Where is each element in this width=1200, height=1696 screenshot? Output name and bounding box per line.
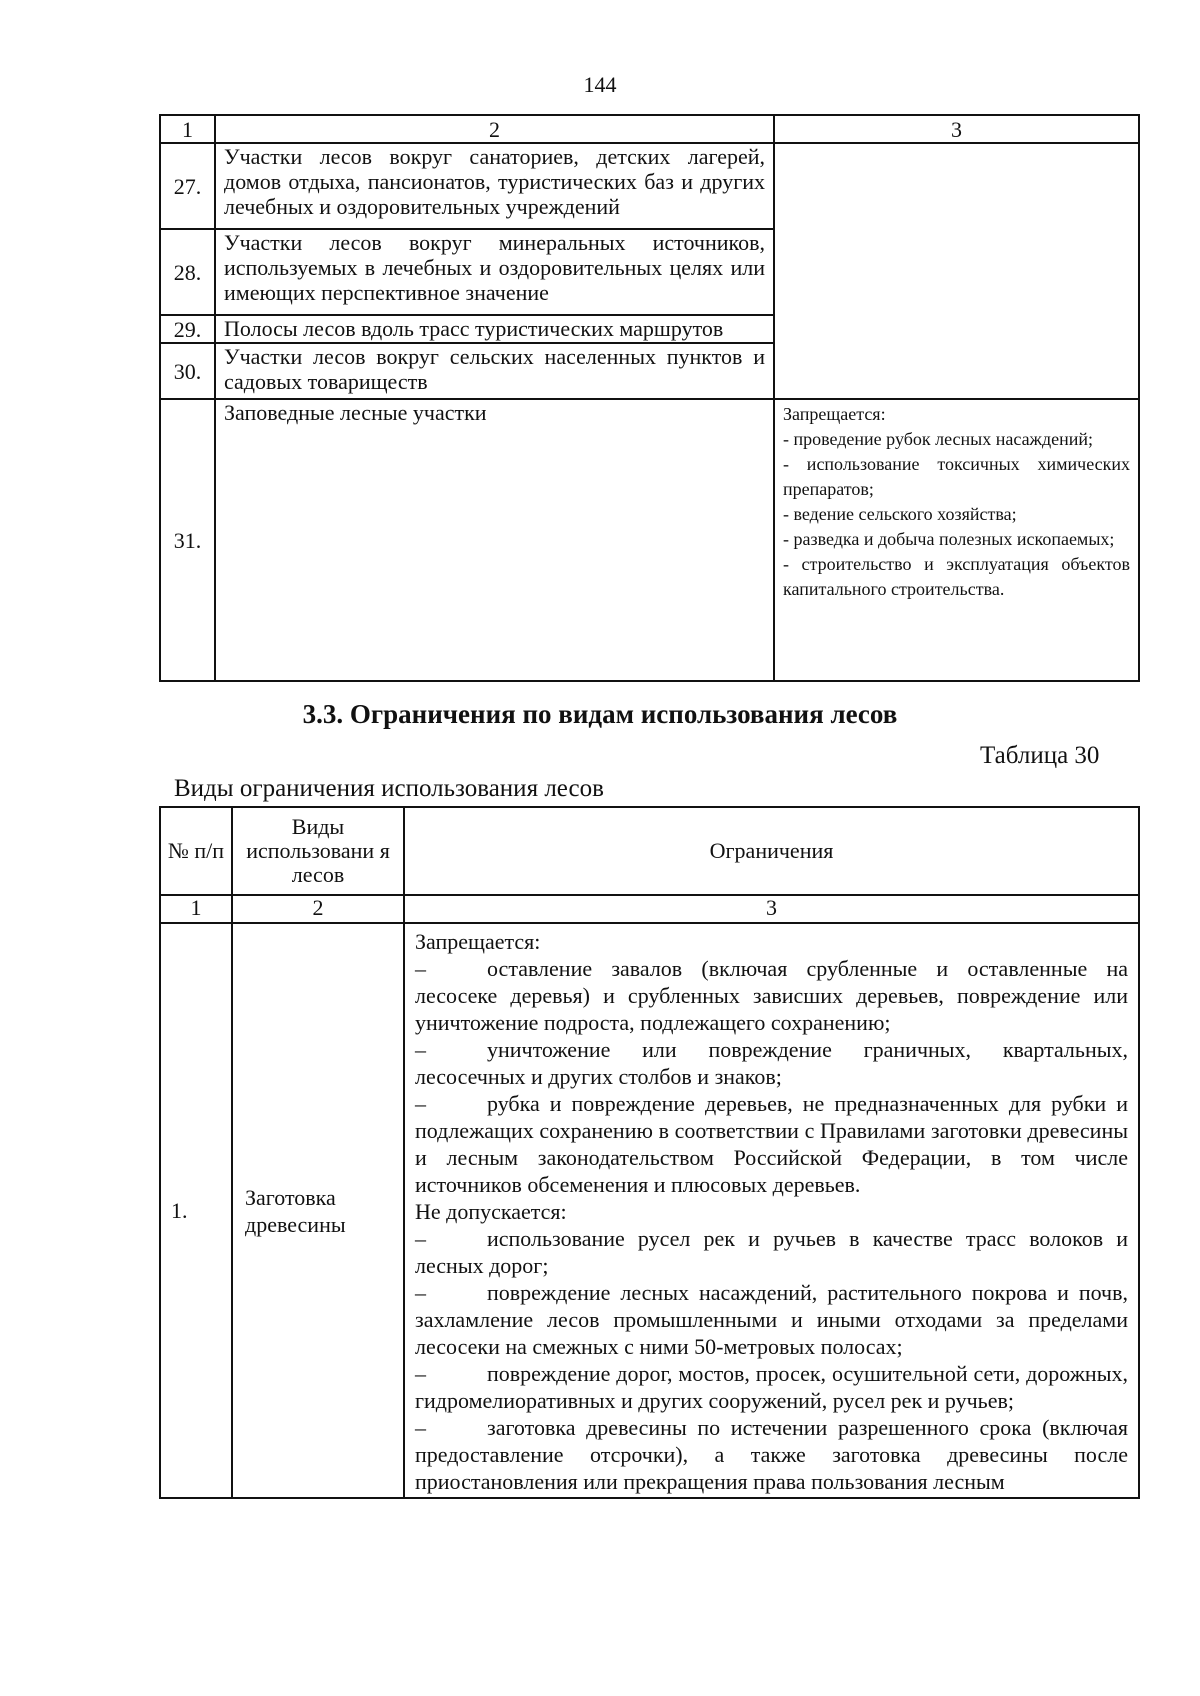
dash-marker: –	[415, 1091, 426, 1116]
restrictions-cell	[404, 923, 1139, 1498]
table-row	[160, 923, 1139, 1498]
row-text: Участки лесов вокруг сельских населенных пунктов и садовых товариществ	[215, 343, 774, 399]
empty-restriction-cell	[774, 143, 1139, 399]
row-text: Участки лесов вокруг санаториев, детских лагерей, домов отдыха, пансионатов, туристических баз и других лечебных и оздоровительных учреждений	[215, 143, 774, 229]
table-caption: Виды ограничения использования лесов	[174, 775, 604, 802]
page-number: 144	[583, 72, 617, 97]
restriction-item: - использование токсичных химических препаратов;	[783, 454, 1130, 499]
row-text: Участки лесов вокруг минеральных источников, используемых в лечебных и оздоровительных целях или имеющих перспективное значение	[215, 229, 774, 315]
restriction-item: – повреждение дорог, мостов, просек, осушительной сети, дорожных, гидромелиоративных и других сооружений, русел рек и ручьев;	[415, 1361, 1128, 1413]
restriction-item: – повреждение лесных насаждений, растительного покрова и почв, захламление лесов промышленными и иными отходами за пределами лесосеки на смежных с ними 50-метровых полосах;	[415, 1280, 1128, 1359]
column-index: 1	[160, 895, 232, 923]
restriction-item: - ведение сельского хозяйства;	[783, 504, 1017, 524]
restriction-item: - проведение рубок лесных насаждений;	[783, 429, 1094, 449]
column-index: 1	[160, 115, 215, 143]
row-text: Заповедные лесные участки	[215, 399, 774, 681]
not-allowed-title: Не допускается:	[415, 1199, 567, 1224]
row-number: 31.	[160, 399, 215, 681]
restrictions-cell	[774, 399, 1139, 681]
zones-table	[159, 114, 1140, 682]
table-header-row	[160, 807, 1139, 895]
row-number: 1.	[160, 923, 232, 1498]
column-index: 3	[404, 895, 1139, 923]
prohibited-title: Запрещается:	[415, 929, 541, 954]
row-number: 28.	[160, 229, 215, 315]
dash-marker: –	[415, 956, 426, 981]
row-number: 30.	[160, 343, 215, 399]
row-number: 27.	[160, 143, 215, 229]
column-index: 2	[232, 895, 404, 923]
column-index-row	[160, 895, 1139, 923]
dash-marker: –	[415, 1037, 426, 1062]
restriction-item: – оставление завалов (включая срубленные и оставленные на лесосеке деревья) и срубленных зависших деревьев, повреждение или уничтожение подроста, подлежащего сохранению;	[415, 956, 1128, 1035]
table-header-row	[160, 115, 1139, 143]
dash-marker: –	[415, 1280, 426, 1305]
restriction-item: – заготовка древесины по истечении разрешенного срока (включая предоставление отсрочки), а также заготовка древесины после приостановления или прекращения права пользования лесным	[415, 1415, 1128, 1494]
header-number: № п/п	[160, 807, 232, 895]
restriction-item: - разведка и добыча полезных ископаемых;	[783, 529, 1115, 549]
table-label: Таблица 30	[980, 742, 1100, 769]
dash-marker: –	[415, 1415, 426, 1440]
restriction-item: – уничтожение или повреждение граничных, квартальных, лесосечных и других столбов и знаков;	[415, 1037, 1128, 1089]
column-index: 2	[215, 115, 774, 143]
restrictions-table	[159, 806, 1140, 1499]
dash-marker: –	[415, 1226, 426, 1251]
dash-marker: –	[415, 1361, 426, 1386]
section-heading: 3.3. Ограничения по видам использования лесов	[302, 699, 898, 729]
restriction-item: - строительство и эксплуатация объектов капитального строительства.	[783, 554, 1130, 599]
restriction-item: – рубка и повреждение деревьев, не предназначенных для рубки и подлежащих сохранению в соответствии с Правилами заготовки древесины и лесным законодательством Российской Федерации, в том числе источников обсеменения и плюсовых деревьев.	[415, 1091, 1128, 1197]
restrictions-title: Запрещается:	[783, 404, 886, 424]
column-index: 3	[774, 115, 1139, 143]
restriction-item: – использование русел рек и ручьев в качестве трасс волоков и лесных дорог;	[415, 1226, 1128, 1278]
header-kind: Виды использовани я лесов	[232, 807, 404, 895]
table-row	[160, 143, 1139, 229]
row-kind: Заготовка древесины	[232, 923, 404, 1498]
row-text: Полосы лесов вдоль трасс туристических маршрутов	[215, 315, 774, 343]
header-restrictions: Ограничения	[404, 807, 1139, 895]
table-row	[160, 399, 1139, 681]
row-number: 29.	[160, 315, 215, 343]
